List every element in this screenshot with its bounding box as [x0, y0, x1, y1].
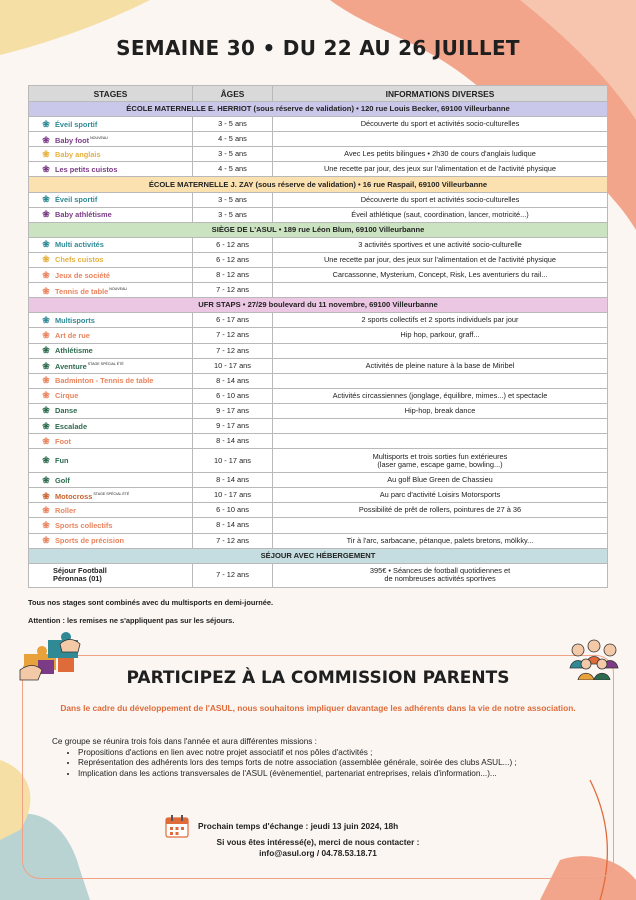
stage-name: Escalade: [55, 421, 88, 431]
info-line: de nombreuses activités sportives: [384, 574, 496, 584]
stage-cell: [29, 207, 193, 222]
stage-name: Les petits cuistos: [55, 164, 118, 174]
section-title: ÉCOLE MATERNELLE J. ZAY (sous réserve de validation) • 16 rue Raspail, 69100 Villeurbanne: [29, 177, 608, 192]
stage-cell: [29, 533, 193, 548]
info-cell: Au golf Blue Green de Chassieu: [273, 473, 608, 488]
person-activity-icon: ❀: [42, 194, 50, 205]
age-cell: 9 - 17 ans: [193, 418, 273, 433]
info-cell: [273, 343, 608, 358]
section-header: [29, 102, 608, 117]
stage-name: Tennis de table: [55, 286, 109, 296]
info-cell: [273, 373, 608, 388]
info-cell: Hip hop, parkour, graff...: [273, 328, 608, 343]
schedule-table: [28, 85, 608, 588]
stage-name: Badminton - Tennis de table: [55, 376, 154, 386]
info-cell: [273, 283, 608, 298]
stage-name: Multisports: [55, 315, 95, 325]
age-cell: 10 - 17 ans: [193, 488, 273, 503]
person-activity-icon: ❀: [42, 405, 50, 416]
stage-cell: [29, 473, 193, 488]
section-header: [29, 298, 608, 313]
stage-tag: NOUVEAU: [109, 286, 128, 291]
stage-name: Athlétisme: [55, 346, 93, 356]
table-row: [29, 283, 608, 298]
stage-cell: [29, 162, 193, 177]
section-title: ÉCOLE MATERNELLE E. HERRIOT (sous réserve de validation) • 120 rue Louis Becker, 69100 Villeurbanne: [29, 102, 608, 117]
stage-tag: STAGE SPÉCIAL ÉTÉ: [87, 362, 124, 367]
age-cell: 8 - 12 ans: [193, 268, 273, 283]
person-activity-icon: ❀: [42, 118, 50, 129]
person-activity-icon: ❀: [42, 345, 50, 356]
missions-list: [78, 748, 582, 780]
age-cell: 6 - 10 ans: [193, 503, 273, 518]
age-cell: 6 - 10 ans: [193, 388, 273, 403]
commission-lead: Ce groupe se réunira trois fois dans l'année et aura différentes missions :: [52, 737, 317, 746]
stage-cell: [29, 313, 193, 328]
stage-cell: [29, 192, 193, 207]
stage-cell: [29, 117, 193, 132]
table-row: [29, 132, 608, 147]
age-cell: 7 - 12 ans: [193, 328, 273, 343]
stage-cell: [29, 449, 193, 473]
age-cell: 6 - 12 ans: [193, 237, 273, 252]
stage-tag: NOUVEAU: [90, 135, 108, 140]
person-activity-icon: ❀: [42, 329, 50, 340]
person-activity-icon: ❀: [42, 163, 50, 174]
table-row: [29, 207, 608, 222]
calendar-icon: [164, 813, 190, 839]
table-row: [29, 328, 608, 343]
stage-name: Aventure: [55, 362, 87, 372]
age-cell: 3 - 5 ans: [193, 147, 273, 162]
table-row: [29, 518, 608, 533]
person-activity-icon: ❀: [42, 504, 50, 515]
info-cell: Tir à l'arc, sarbacane, pétanque, palets bretons, mölkky...: [273, 533, 608, 548]
stage-cell: [29, 518, 193, 533]
stage-cell: [29, 147, 193, 162]
section-header: [29, 177, 608, 192]
next-meeting: [164, 813, 474, 839]
stage-name: Éveil sportif: [55, 119, 98, 129]
next-meeting-text: Prochain temps d'échange : jeudi 13 juin 2024, 18h: [198, 821, 399, 831]
table-row: [29, 192, 608, 207]
section-title: SIÈGE DE L'ASUL • 189 rue Léon Blum, 69100 Villeurbanne: [29, 222, 608, 237]
person-activity-icon: ❀: [42, 314, 50, 325]
info-cell: 2 sports collectifs et 2 sports individuels par jour: [273, 313, 608, 328]
commission-title: PARTICIPEZ À LA COMMISSION PARENTS: [126, 668, 510, 688]
table-row: [29, 313, 608, 328]
stage-cell: [29, 403, 193, 418]
age-cell: 8 - 14 ans: [193, 373, 273, 388]
info-cell: Découverte du sport et activités socio-culturelles: [273, 117, 608, 132]
table-row: [29, 358, 608, 373]
stage-name: Fun: [55, 456, 69, 466]
puzzle-hands-icon: [18, 632, 82, 682]
stage-name: Roller: [55, 505, 76, 515]
person-activity-icon: ❀: [42, 148, 50, 159]
info-cell: Activités de pleine nature à la base de Miribel: [273, 358, 608, 373]
table-row: [29, 403, 608, 418]
header-informations: INFORMATIONS DIVERSES: [273, 86, 608, 102]
age-cell: 4 - 5 ans: [193, 162, 273, 177]
info-cell: [273, 418, 608, 433]
age-cell: 7 - 12 ans: [193, 283, 273, 298]
table-header-row: [29, 86, 608, 102]
age-cell: 8 - 14 ans: [193, 518, 273, 533]
table-row: [29, 373, 608, 388]
table-row: [29, 117, 608, 132]
stage-name: Sports collectifs: [55, 520, 113, 530]
info-cell: Découverte du sport et activités socio-culturelles: [273, 192, 608, 207]
info-cell: [273, 563, 608, 587]
info-cell: Avec Les petits bilingues • 2h30 de cours d'anglais ludique: [273, 147, 608, 162]
commission-body: [52, 737, 582, 779]
person-activity-icon: ❀: [42, 209, 50, 220]
stage-name: Danse: [55, 406, 78, 416]
page-title: SEMAINE 30 • DU 22 AU 26 JUILLET: [116, 36, 520, 60]
person-activity-icon: ❀: [42, 455, 50, 466]
stage-name: Cirque: [55, 391, 79, 401]
table-notes: [28, 598, 273, 634]
age-cell: 9 - 17 ans: [193, 403, 273, 418]
info-cell: Possibilité de prêt de rollers, pointures de 27 à 36: [273, 503, 608, 518]
table-row: [29, 268, 608, 283]
person-activity-icon: ❀: [42, 420, 50, 431]
table-row: [29, 533, 608, 548]
contact-block: [0, 837, 636, 859]
note-multisports: Tous nos stages sont combinés avec du multisports en demi-journée.: [28, 598, 274, 607]
age-cell: 3 - 5 ans: [193, 192, 273, 207]
stage-location: Péronnas (01): [53, 574, 102, 584]
stage-cell: [29, 268, 193, 283]
stage-cell: [29, 503, 193, 518]
person-activity-icon: ❀: [42, 375, 50, 386]
table-row: [29, 343, 608, 358]
table-row: [29, 388, 608, 403]
person-activity-icon: ❀: [42, 435, 50, 446]
stage-name: Séjour Football: [53, 566, 107, 576]
people-group-icon: [566, 634, 622, 680]
stage-cell: [29, 563, 193, 587]
person-activity-icon: ❀: [42, 535, 50, 546]
person-activity-icon: ❀: [42, 285, 50, 296]
stage-name: Motocross: [55, 491, 93, 501]
person-activity-icon: ❀: [42, 519, 50, 530]
person-activity-icon: ❀: [42, 254, 50, 265]
schedule-body: [29, 102, 608, 549]
person-activity-icon: ❀: [42, 490, 50, 501]
info-cell: Multisports et trois sorties fun extérieures (laser game, escape game, bowling...): [273, 449, 608, 473]
header-stages: STAGES: [29, 86, 193, 102]
age-cell: 3 - 5 ans: [193, 207, 273, 222]
info-cell: Carcassonne, Mysterium, Concept, Risk, Les aventuriers du rail...: [273, 268, 608, 283]
stage-cell: [29, 373, 193, 388]
info-cell: Hip-hop, break dance: [273, 403, 608, 418]
stage-cell: [29, 237, 193, 252]
section-header-sejour: [29, 548, 608, 563]
info-cell: [273, 518, 608, 533]
age-cell: 8 - 14 ans: [193, 434, 273, 449]
stage-tag: STAGE SPÉCIAL ÉTÉ: [93, 491, 130, 496]
info-cell: [273, 434, 608, 449]
table-row: [29, 418, 608, 433]
table-row: [29, 434, 608, 449]
age-cell: 7 - 12 ans: [193, 533, 273, 548]
table-row: [29, 563, 608, 587]
info-cell: Éveil athlétique (saut, coordination, lancer, motricité...): [273, 207, 608, 222]
stage-cell: [29, 358, 193, 373]
table-row: [29, 473, 608, 488]
section-title: SÉJOUR AVEC HÉBERGEMENT: [29, 548, 608, 563]
person-activity-icon: ❀: [42, 361, 50, 372]
stage-cell: [29, 132, 193, 147]
age-cell: 10 - 17 ans: [193, 358, 273, 373]
stage-name: Golf: [55, 475, 70, 485]
stage-name: Multi activités: [55, 240, 104, 250]
stage-cell: [29, 252, 193, 267]
table-row: [29, 503, 608, 518]
stage-cell: [29, 488, 193, 503]
table-row: [29, 488, 608, 503]
header-ages: ÂGES: [193, 86, 273, 102]
stage-cell: [29, 388, 193, 403]
stage-name: Sports de précision: [55, 536, 124, 546]
stage-cell: [29, 343, 193, 358]
stage-cell: [29, 283, 193, 298]
info-cell: Activités circassiennes (jonglage, équilibre, mimes...) et spectacle: [273, 388, 608, 403]
stage-name: Baby athlétisme: [55, 210, 112, 220]
stage-name: Jeux de société: [55, 270, 111, 280]
age-cell: 3 - 5 ans: [193, 117, 273, 132]
contact-details[interactable]: info@asul.org / 04.78.53.18.71: [259, 848, 377, 858]
age-cell: 8 - 14 ans: [193, 473, 273, 488]
stage-name: Art de rue: [55, 330, 90, 340]
stage-name: Éveil sportif: [55, 195, 98, 205]
stage-cell: [29, 418, 193, 433]
stage-name: Chefs cuistos: [55, 255, 104, 265]
person-activity-icon: ❀: [42, 134, 50, 145]
note-remises: Attention : les remises ne s'appliquent pas sur les séjours.: [28, 616, 235, 625]
mission-item: • Propositions d'actions en lien avec notre projet associatif et nos pôles d'activités ;: [78, 748, 582, 759]
table-row: [29, 237, 608, 252]
info-cell: 3 activités sportives et une activité socio-culturelle: [273, 237, 608, 252]
mission-item: • Représentation des adhérents lors des temps forts de notre association (assemblée générale, soirée des clubs ASUL...) ;: [78, 758, 582, 769]
age-cell: 7 - 12 ans: [193, 563, 273, 587]
stage-name: Foot: [55, 436, 72, 446]
age-cell: 4 - 5 ans: [193, 132, 273, 147]
info-cell: Au parc d'activité Loisirs Motorsports: [273, 488, 608, 503]
stage-name: Baby anglais: [55, 149, 101, 159]
section-title: UFR STAPS • 27/29 boulevard du 11 novembre, 69100 Villeurbanne: [29, 298, 608, 313]
stage-cell: [29, 328, 193, 343]
age-cell: 6 - 17 ans: [193, 313, 273, 328]
info-cell: Une recette par jour, des jeux sur l'alimentation et de l'activité physique: [273, 252, 608, 267]
info-cell: Une recette par jour, des jeux sur l'alimentation et de l'activité physique: [273, 162, 608, 177]
table-row: [29, 449, 608, 473]
table-row: [29, 252, 608, 267]
age-cell: 10 - 17 ans: [193, 449, 273, 473]
person-activity-icon: ❀: [42, 239, 50, 250]
age-cell: 6 - 12 ans: [193, 252, 273, 267]
section-header: [29, 222, 608, 237]
age-cell: 7 - 12 ans: [193, 343, 273, 358]
contact-invite: Si vous êtes intéressé(e), merci de nous contacter :: [216, 837, 420, 847]
info-cell: [273, 132, 608, 147]
mission-item: • Implication dans les actions transversales de l'ASUL (évènementiel, partenariat entreprises, relais d'information...)...: [78, 769, 582, 780]
info-line: 395€ • Séances de football quotidiennes et: [369, 566, 511, 576]
stage-name: Baby foot: [55, 135, 90, 145]
table-row: [29, 147, 608, 162]
person-activity-icon: ❀: [42, 269, 50, 280]
commission-intro: Dans le cadre du développement de l'ASUL, nous souhaitons impliquer davantage les adhérents dans la vie de notre association.: [60, 703, 576, 713]
person-activity-icon: ❀: [42, 474, 50, 485]
sejour-section: [29, 548, 608, 587]
stage-cell: [29, 434, 193, 449]
table-row: [29, 162, 608, 177]
person-activity-icon: ❀: [42, 390, 50, 401]
